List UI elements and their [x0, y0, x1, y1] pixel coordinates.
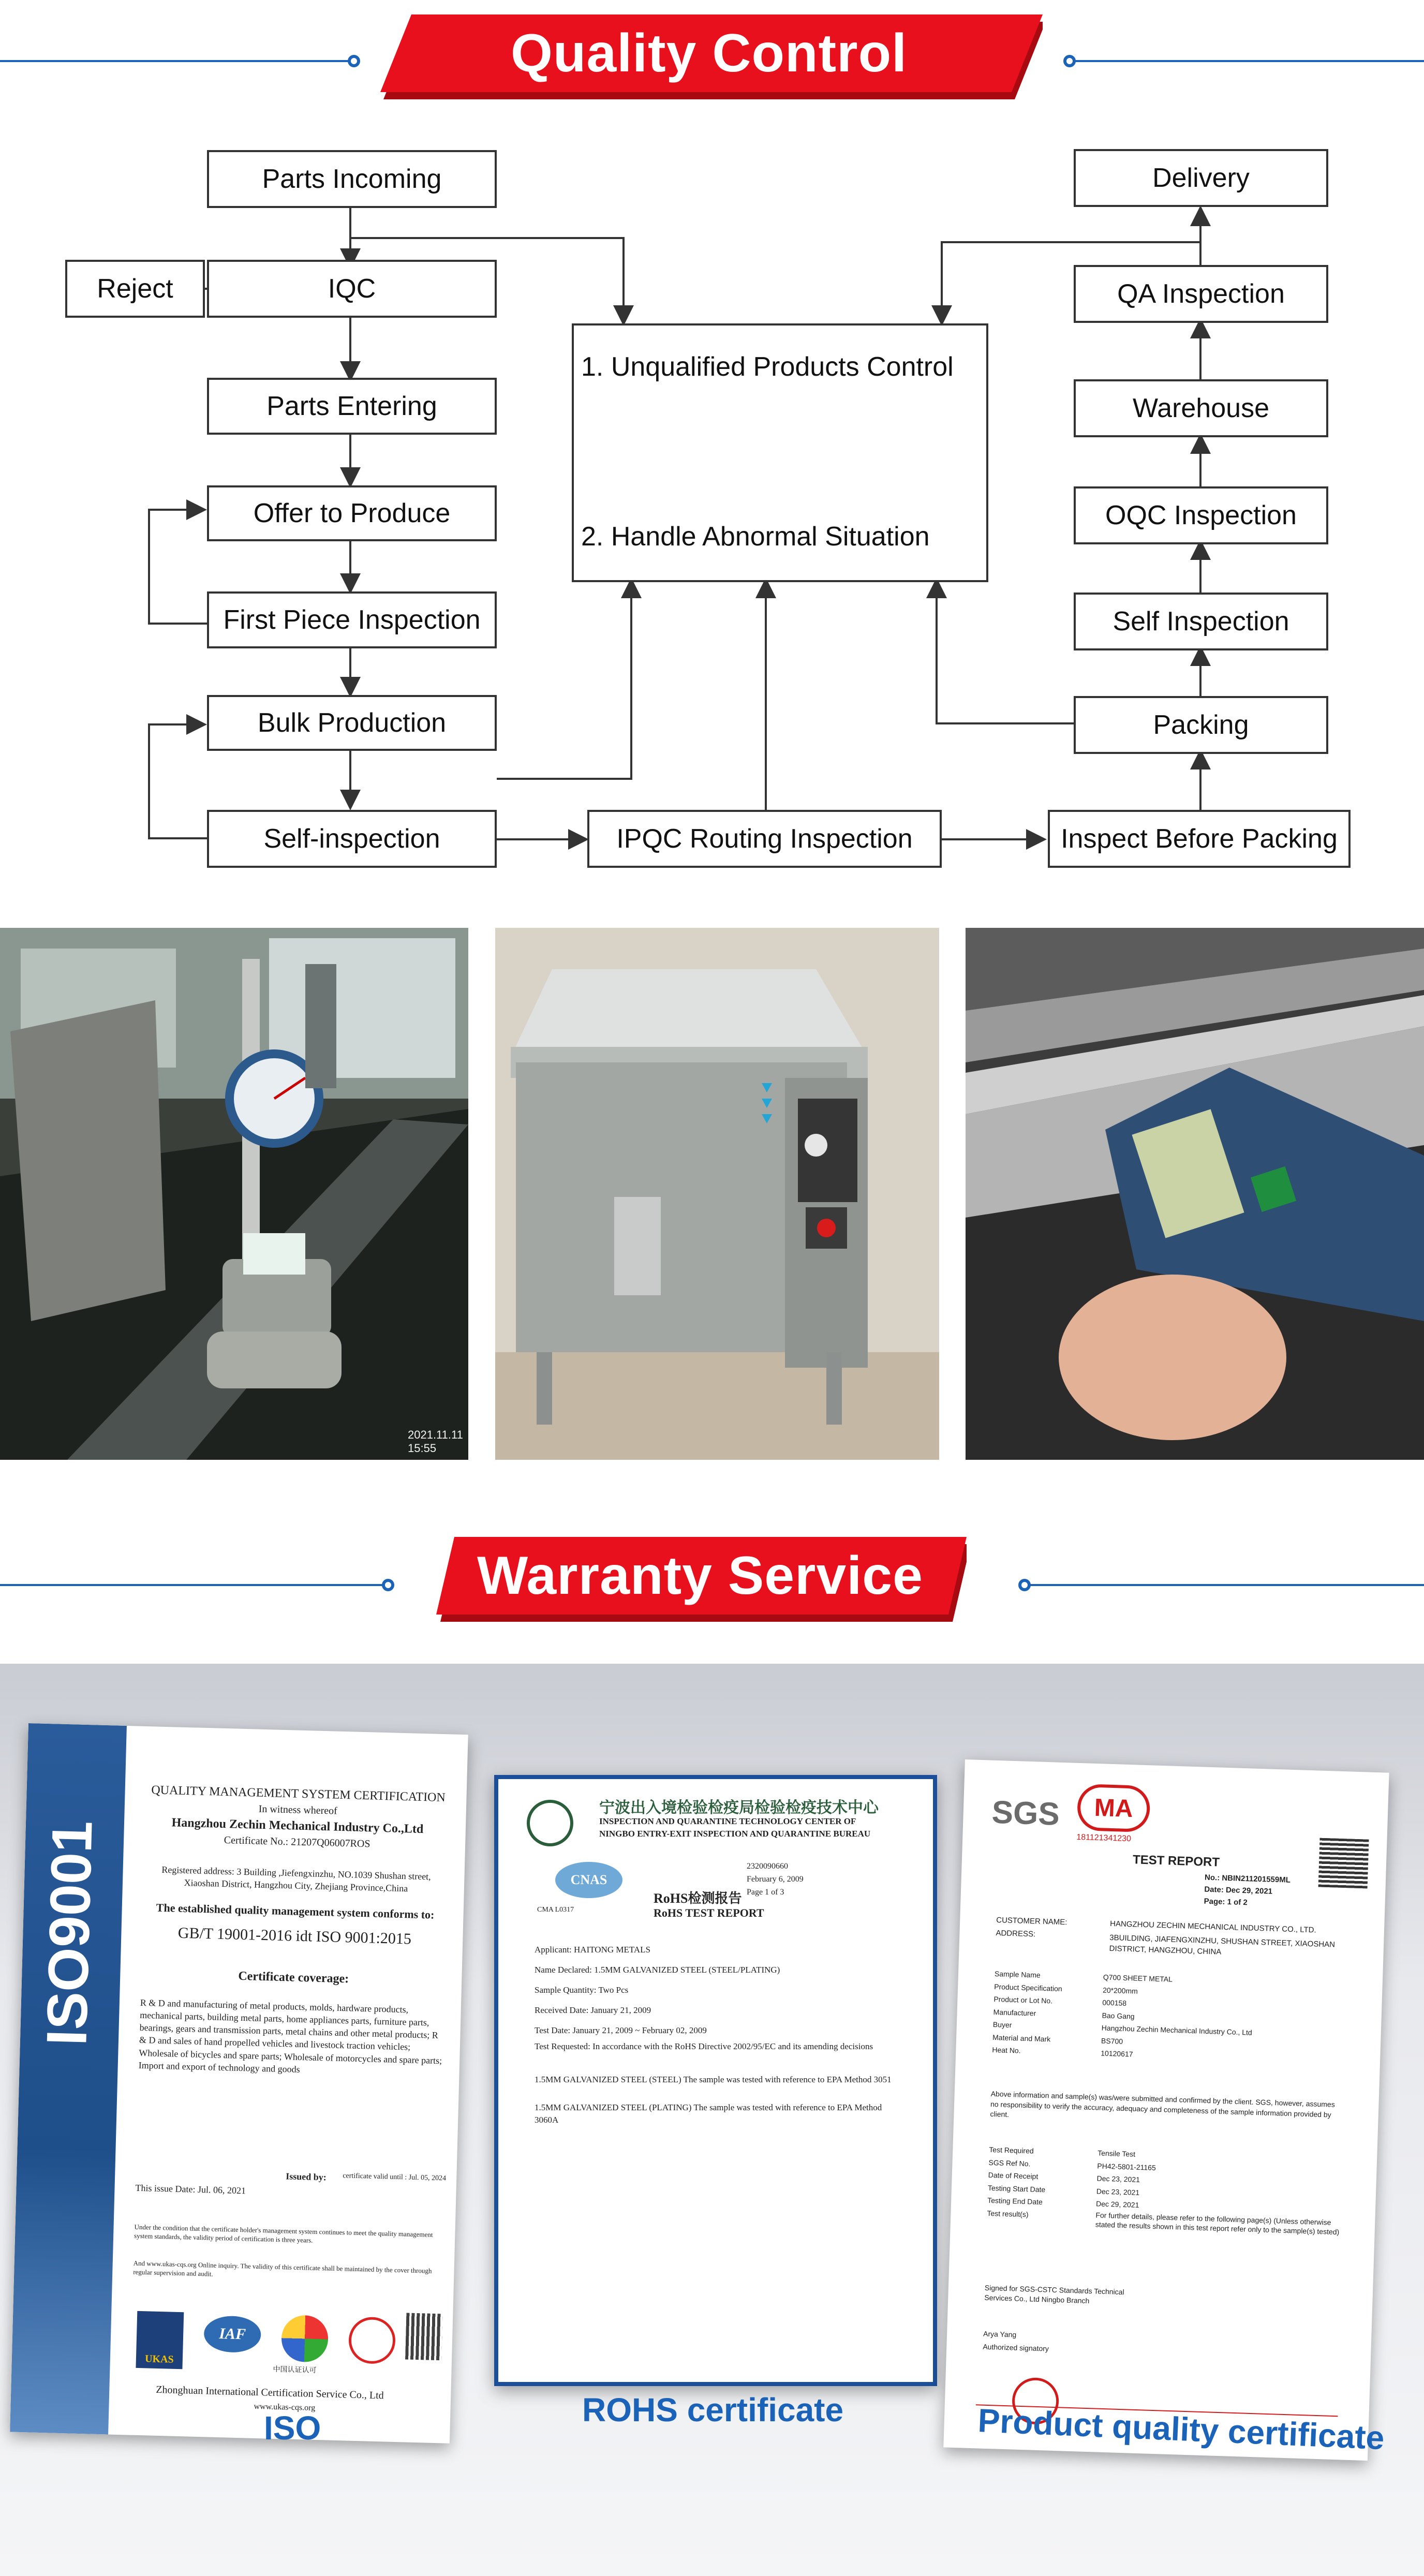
iso-certificate — [10, 1723, 468, 2444]
iso-valid-until: certificate valid until : Jul. 05, 2024 — [343, 2172, 447, 2183]
section-title-2: Warranty Service — [477, 1545, 923, 1606]
table-row: Testing Start Date Dec 23, 2021 — [987, 2183, 1140, 2197]
customer-address: 3BUILDING, JIAFENGXINZHU, SHUSHAN STREET, XIAOSHAN DISTRICT, HANGZHOU, CHINA — [1109, 1933, 1336, 1957]
iso-coverage-title: Certificate coverage: — [238, 1969, 349, 1986]
cma-text: CMA L0317 — [537, 1906, 574, 1914]
parts-incoming-label: Parts Incoming — [262, 164, 442, 194]
iso-witness: In witness whereof — [258, 1803, 338, 1817]
rohs-sample-name: Name Declared: 1.5MM GALVANIZED STEEL (STEEL/PLATING) — [535, 1965, 780, 1975]
packing-box — [1074, 696, 1328, 754]
banner-dot-right-2 — [1018, 1579, 1031, 1591]
ukas-logo — [136, 2311, 184, 2369]
rohs-page: Page 1 of 3 — [747, 1888, 784, 1897]
photo-coating-thickness-meter — [966, 928, 1424, 1460]
product-caption: Product quality certificate — [977, 2402, 1385, 2457]
cnas-label: CNAS — [570, 1872, 607, 1887]
banner-line-right — [1071, 60, 1424, 62]
salt-spray-chamber-illustration — [495, 928, 939, 1460]
rohs-result2: 1.5MM GALVANIZED STEEL (PLATING) The sample was tested with reference to EPA Method 3060A — [535, 2103, 882, 2125]
table-row: Date of Receipt Dec 23, 2021 — [988, 2170, 1140, 2184]
rohs-header-en2: NINGBO ENTRY-EXIT INSPECTION AND QUARANTINE BUREAU — [599, 1829, 871, 1839]
unqualified-control-box — [572, 323, 988, 582]
cn-cert-logo-text: 中国认证认可 — [273, 2365, 317, 2375]
rohs-test-date: Test Date: January 21, 2009 ~ February 02, 2009 — [535, 2025, 707, 2036]
parts-incoming-box — [207, 150, 497, 208]
test-info-table — [987, 2143, 1352, 2238]
cma-number: 181121341230 — [1076, 1832, 1132, 1844]
packing-label: Packing — [1153, 710, 1249, 740]
oqc-inspection-box — [1074, 486, 1328, 544]
cn-cert-logo — [281, 2315, 329, 2362]
sample-statement: Above information and sample(s) was/were submitted and confirmed by the client. SGS, however, assumes no responsibility to verify the accuracy, adequacy and completeness of the sample information provided by client. — [990, 2089, 1335, 2119]
delivery-box — [1074, 149, 1328, 207]
cqs-seal — [348, 2317, 396, 2364]
oqc-inspection-label: OQC Inspection — [1105, 500, 1297, 530]
iso-issue-date: This issue Date: Jul. 06, 2021 — [135, 2182, 246, 2196]
iso-conforms: The established quality management system conforms to: — [156, 1901, 435, 1921]
table-row: Product or Lot No. 000158 — [993, 1994, 1127, 2008]
banner-line-right-2 — [1030, 1584, 1424, 1586]
cma-logo: MA — [1077, 1784, 1151, 1832]
sample-info-table — [992, 1967, 1346, 2067]
banner-dot-left — [348, 55, 360, 67]
rohs-quantity: Sample Quantity: Two Pcs — [535, 1985, 629, 1995]
quality-control-banner — [375, 14, 1043, 102]
bulk-production-label: Bulk Production — [257, 708, 447, 738]
rohs-title-cn: RoHS检测报告 — [654, 1891, 742, 1906]
unqualified-control-text: 1. Unqualified Products Control — [581, 352, 954, 382]
rohs-requested: Test Requested: In accordance with the RoHS Directive 2002/95/EC and its amending decisions — [535, 2041, 873, 2052]
table-row: Material and Mark BS700 — [992, 2033, 1123, 2046]
rohs-caption: ROHS certificate — [582, 2391, 844, 2429]
inspect-before-packing-label: Inspect Before Packing — [1061, 824, 1338, 854]
signer-name: Arya Yang — [983, 2329, 1017, 2339]
delivery-label: Delivery — [1152, 163, 1250, 193]
product-quality-certificate — [943, 1759, 1389, 2461]
iso-issuer: Zhonghuan International Certification Service Co., Ltd — [156, 2383, 384, 2402]
warehouse-box — [1074, 379, 1328, 437]
section-title: Quality Control — [510, 23, 908, 83]
self-inspection-label: Self-inspection — [263, 824, 440, 854]
table-row: Product Specification 20*200mm — [994, 1982, 1138, 1995]
iaf-logo-label: IAF — [218, 2325, 246, 2343]
iso-coverage: R & D and manufacturing of metal products, molds, hardware products, mechanical parts, building metal parts, home appliances parts, furniture parts, bearings, gears and transmission parts, metal chains and other metal products; R & D and sales of hand propelled vehicles and livestock traction vehicles; Wholesale of bicycles and spare parts; Wholesale of motorcycles and spare parts; Import and export of technology and goods — [138, 1997, 442, 2075]
report-date: Date: Dec 29, 2021 — [1204, 1885, 1273, 1896]
iso-footer-note: Under the condition that the certificate holder's management system continues to meet the quality management system standards, the validity period of certification is three years. — [134, 2223, 433, 2244]
offer-to-produce-label: Offer to Produce — [253, 498, 451, 528]
qa-inspection-box — [1074, 265, 1328, 323]
ipqc-routing-inspection-box — [587, 810, 942, 868]
rohs-received: Received Date: January 21, 2009 — [535, 2005, 651, 2016]
iso-website: www.ukas-cqs.org — [254, 2402, 316, 2412]
height-gauge-illustration — [0, 928, 468, 1460]
qa-inspection-label: QA Inspection — [1117, 279, 1285, 309]
reject-label: Reject — [97, 274, 173, 304]
rohs-emblem — [527, 1800, 573, 1846]
rohs-report-no: 2320090660 — [747, 1862, 788, 1871]
self-inspection-box — [207, 810, 497, 868]
report-title: TEST REPORT — [1132, 1853, 1220, 1870]
table-row: Test result(s) For further details, please refer to the following page(s) (Unless otherwise stated the results shown in this test report refer only to the sample(s) tested) — [987, 2209, 1340, 2237]
photo-timestamp: 2021.11.11 15:55 — [408, 1428, 463, 1455]
thickness-meter-illustration — [966, 928, 1424, 1460]
iqc-box — [207, 260, 497, 318]
rohs-header-en1: INSPECTION AND QUARANTINE TECHNOLOGY CENTER OF — [599, 1816, 856, 1826]
iso-footer-note2: And www.ukas-cqs.org Online inquiry. The validity of this certificate shall be maintained by the cover through regular supervision and audit. — [133, 2259, 432, 2278]
iqc-label: IQC — [328, 274, 376, 304]
banner-line-left-2 — [0, 1584, 389, 1586]
rohs-title-en: RoHS TEST REPORT — [654, 1906, 764, 1919]
ipqc-routing-inspection-label: IPQC Routing Inspection — [616, 824, 913, 854]
iso-address: Registered address: 3 Building ,Jiefengxinzhu, NO.1039 Shushan street, Xiaoshan District, Hangzhou City, Zhejiang Province,China — [161, 1864, 431, 1894]
handle-abnormal-text: 2. Handle Abnormal Situation — [581, 522, 930, 552]
quality-flowchart — [0, 129, 1424, 906]
address-label: ADDRESS: — [996, 1929, 1036, 1939]
rohs-applicant: Applicant: HAITONG METALS — [535, 1945, 651, 1955]
table-row: Testing End Date Dec 29, 2021 — [987, 2196, 1139, 2209]
iso-side-text: ISO9001 — [35, 1820, 105, 2047]
warehouse-label: Warehouse — [1133, 393, 1269, 423]
iso-caption: ISO — [264, 2409, 321, 2447]
first-piece-inspection-box — [207, 591, 497, 648]
first-piece-inspection-label: First Piece Inspection — [223, 605, 481, 635]
rohs-certificate — [494, 1775, 937, 2386]
rohs-header-cn: 宁波出入境检验检疫局检验检疫技术中心 — [599, 1799, 879, 1816]
warranty-service-banner — [434, 1537, 967, 1625]
signed-for: Signed for SGS-CSTC Standards Technical Services Co., Ltd Ningbo Branch — [984, 2283, 1124, 2305]
banner-dot-right — [1063, 55, 1076, 67]
offer-to-produce-box — [207, 485, 497, 541]
report-no: No.: NBIN211201559ML — [1204, 1873, 1291, 1885]
banner-line-left — [0, 60, 357, 62]
banner-dot-left-2 — [382, 1579, 394, 1591]
parts-entering-label: Parts Entering — [266, 391, 437, 421]
iso-heading: QUALITY MANAGEMENT SYSTEM CERTIFICATION — [151, 1783, 446, 1805]
inspect-before-packing-box — [1048, 810, 1351, 868]
table-row: Heat No. 10120617 — [992, 2045, 1133, 2059]
iaf-logo — [203, 2315, 261, 2353]
iso-issued-by: Issued by: — [285, 2171, 327, 2183]
self-inspection-right-label: Self Inspection — [1112, 606, 1289, 636]
photo-salt-spray-chamber — [495, 928, 939, 1460]
bulk-production-box — [207, 695, 497, 751]
customer-name: HANGZHOU ZECHIN MECHANICAL INDUSTRY CO., LTD. — [1109, 1919, 1316, 1935]
report-page: Page: 1 of 2 — [1204, 1897, 1248, 1907]
sgs-logo: SGS — [991, 1794, 1060, 1832]
rohs-report-date: February 6, 2009 — [747, 1875, 804, 1884]
iso-standard: GB/T 19001-2016 idt ISO 9001:2015 — [177, 1924, 412, 1948]
reject-box — [65, 260, 205, 318]
self-inspection-right-box — [1074, 593, 1328, 650]
sgs-qr-code — [1318, 1838, 1369, 1889]
qr-code — [405, 2313, 442, 2361]
table-row: Buyer Hangzhou Zechin Mechanical Industry Co., Ltd — [992, 2020, 1252, 2037]
table-row: Test Required Tensile Test — [989, 2145, 1136, 2158]
table-row: SGS Ref No. PH42-5801-21165 — [988, 2158, 1156, 2172]
table-row: Manufacturer Bao Gang — [993, 2007, 1135, 2021]
ukas-logo-label: UKAS — [144, 2353, 174, 2365]
cnas-logo — [555, 1862, 622, 1898]
photo-height-gauge — [0, 928, 468, 1460]
rohs-result1: 1.5MM GALVANIZED STEEL (STEEL) The sample was tested with reference to EPA Method 3051 — [535, 2075, 892, 2085]
parts-entering-box — [207, 378, 497, 435]
iso-company: Hangzhou Zechin Mechanical Industry Co.,Ltd — [171, 1816, 424, 1837]
authorized-signatory: Authorized signatory — [983, 2342, 1049, 2353]
customer-label: CUSTOMER NAME: — [996, 1916, 1067, 1927]
iso-cert-no: Certificate No.: 21207Q06007ROS — [224, 1834, 370, 1850]
table-row: Sample Name Q700 SHEET METAL — [994, 1969, 1173, 1983]
